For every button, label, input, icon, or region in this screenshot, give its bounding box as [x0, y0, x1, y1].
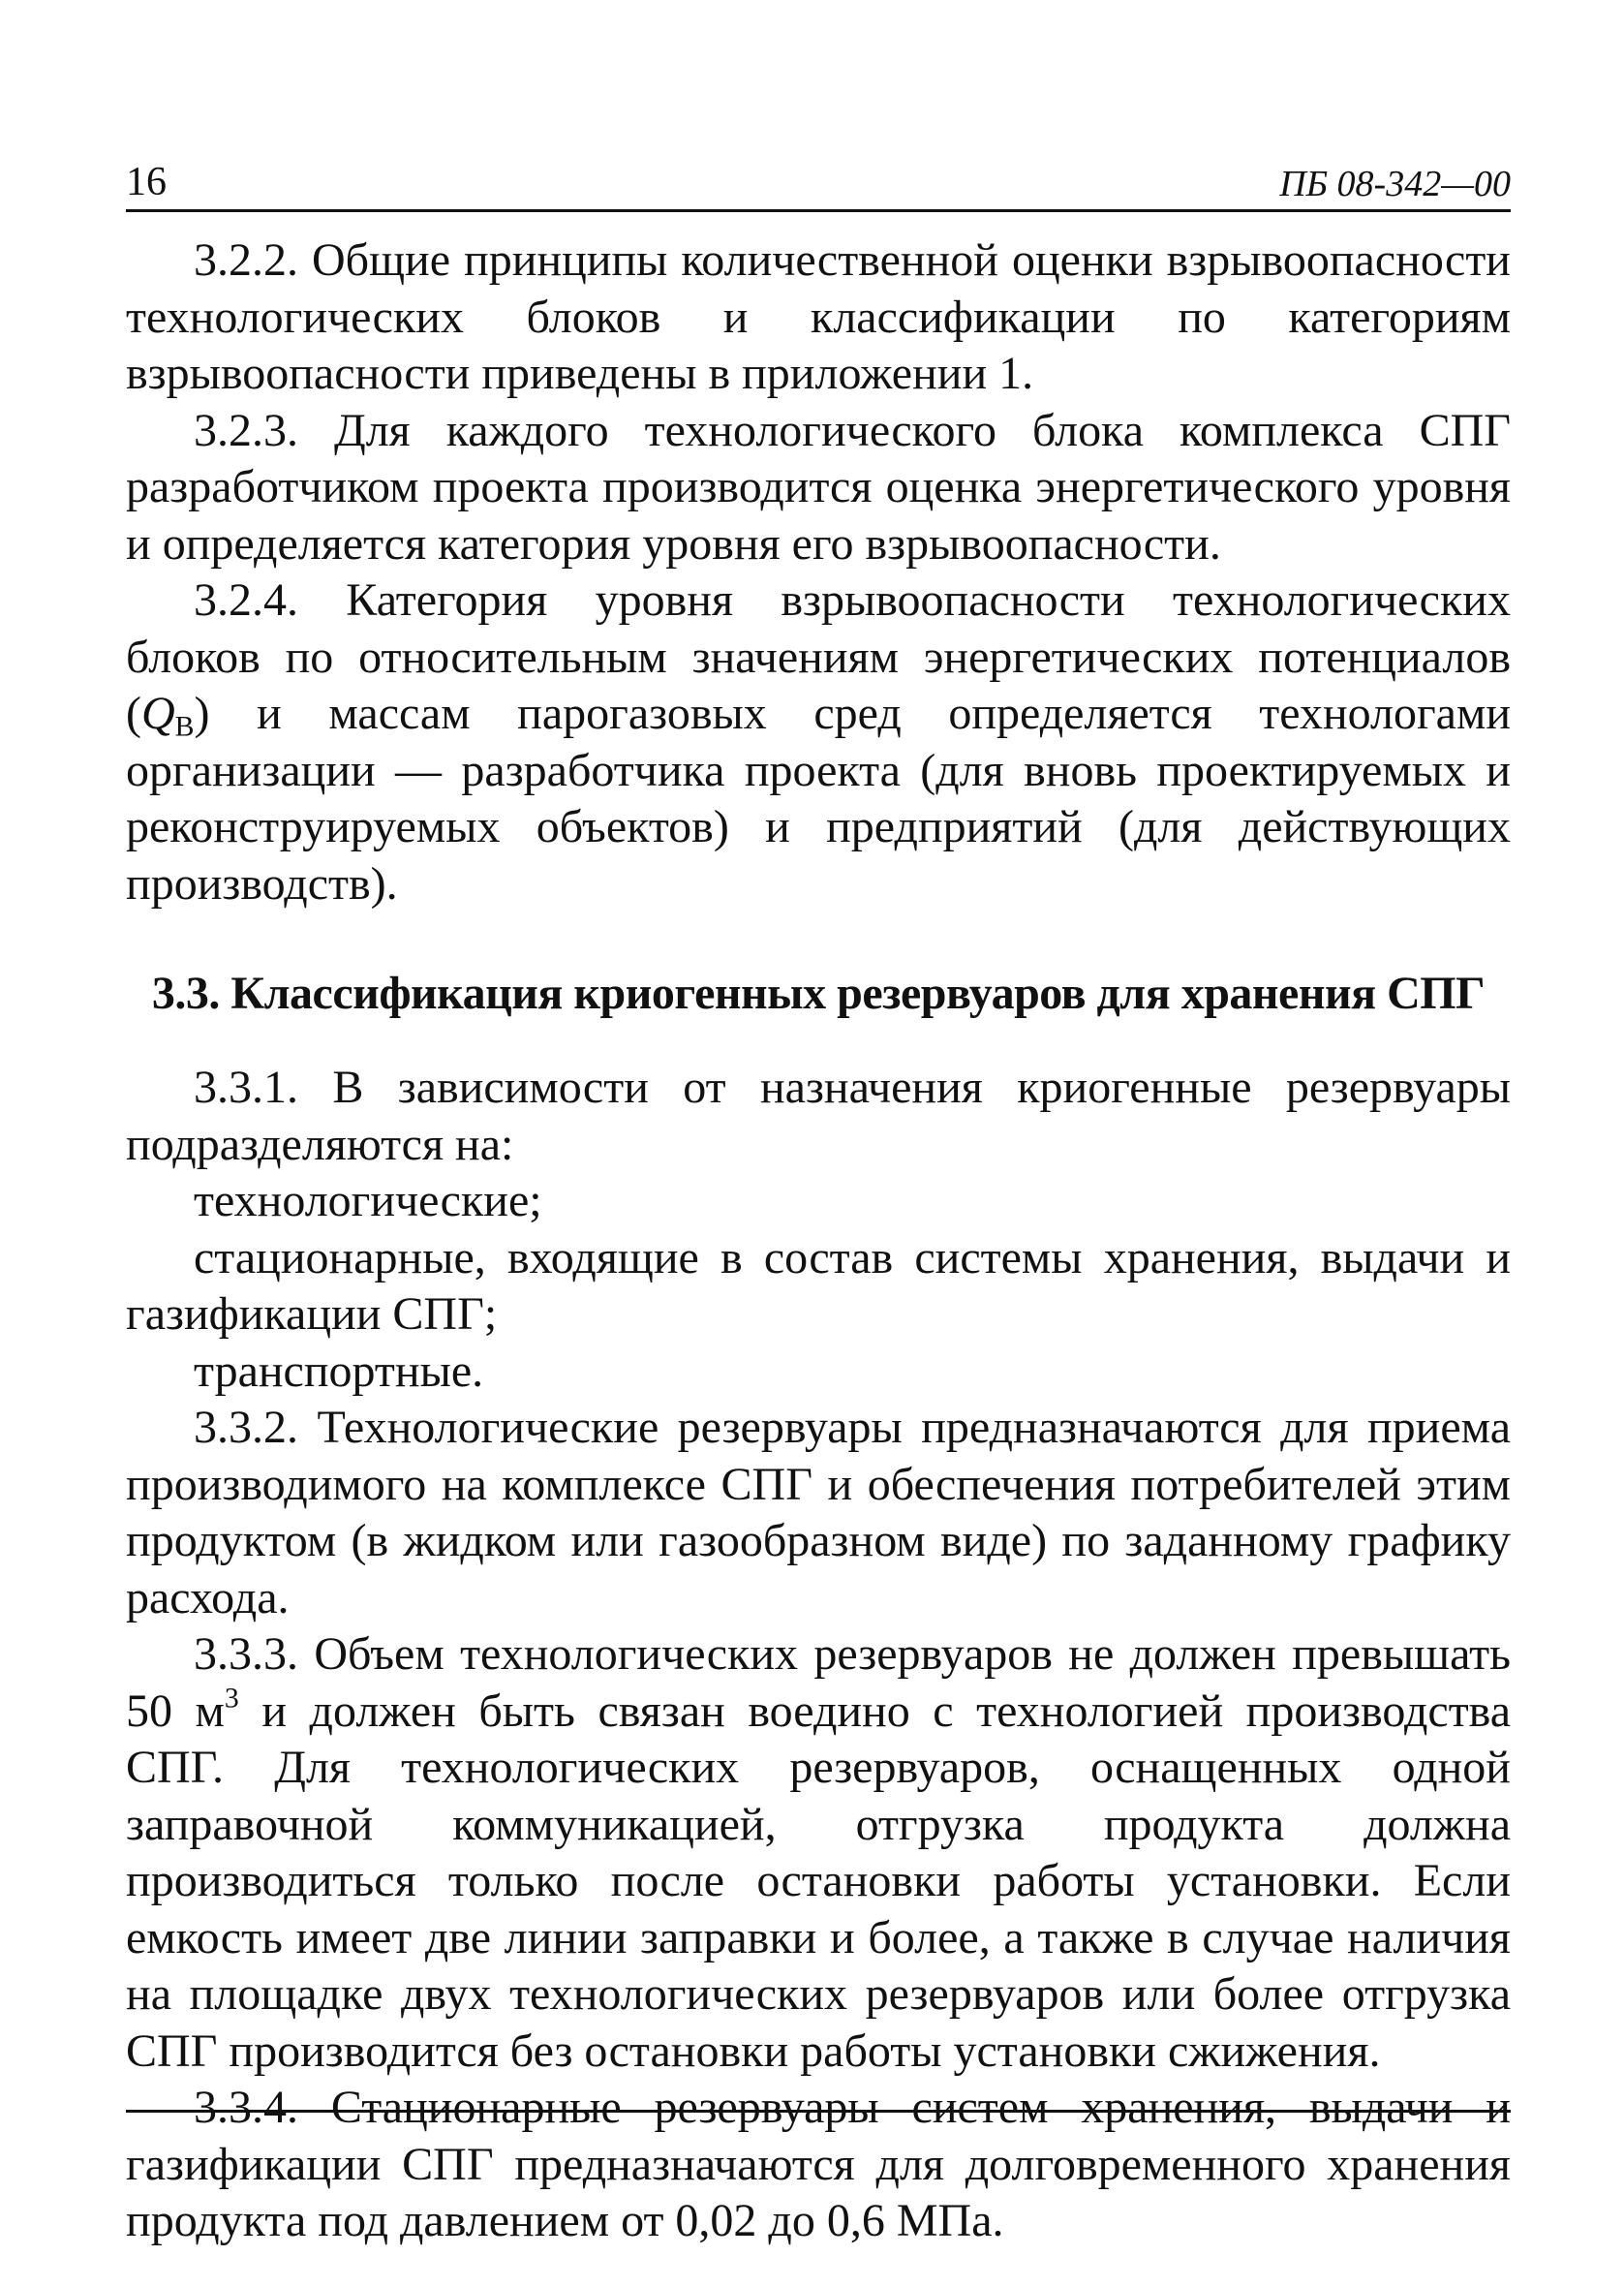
section-heading-3-3: 3.3. Классификация криогенных резервуаров для хранения СПГ	[151, 968, 1486, 1019]
paragraph-3-2-3: 3.2.3. Для каждого технологического блока комплекса СПГ разработчиком проекта производится оценка энергетического уровня и определяется категория уровня его взрывоопасности.	[126, 404, 1511, 570]
page-header	[126, 155, 1511, 212]
cubic-superscript: 3	[224, 1682, 239, 1715]
paragraph-3-3-3-text-a: 3.3.3. Объем технологических резервуаров не должен превышать 50 м	[126, 1628, 1511, 1737]
paragraph-3-3-1: 3.3.1. В зависимости от назначения криогенные резервуары подразделяются на:	[126, 1062, 1511, 1170]
page-number: 16	[126, 160, 167, 204]
list-item-stationary: стационарные, входящие в состав системы хранения, выдачи и газификации СПГ;	[126, 1231, 1511, 1340]
footer-divider	[126, 2110, 1511, 2113]
paragraph-3-3-2: 3.3.2. Технологические резервуары предназначаются для приема производимого на комплексе СПГ и обеспечения потребителей этим продуктом (в жидком или газообразном виде) по заданному графику расхода.	[126, 1402, 1511, 1623]
paragraph-3-3-3-text-b: и должен быть связан воедино с технологией производства СПГ. Для технологических резервуаров, оснащенных одной заправочной коммуникацией, отгрузка продукта должна производиться только после остановки работы установки. Если емкость имеет две линии заправки и более, а также в случае наличия на площадке двух технологических резервуаров или более отгрузка СПГ производится без остановки работы установки сжижения.	[126, 1684, 1512, 2077]
paragraph-3-2-4-text-a: 3.2.4. Категория уровня взрывоопасности технологических блоков по относительным значениям энергетических потенциалов (	[126, 574, 1511, 739]
paragraph-3-2-4-text-b: ) и массам парогазовых сред определяется технологами организации — разработчика проекта (для вновь проектируемых и реконструируемых объектов) и предприятий (для действующих производств).	[126, 688, 1511, 910]
paragraph-3-2-4	[126, 572, 1511, 912]
energy-potential-subscript: В	[174, 710, 195, 743]
energy-potential-symbol: Q	[140, 688, 175, 739]
document-code: ПБ 08-342—00	[1279, 164, 1511, 204]
paragraph-3-3-4: 3.3.4. Стационарные резервуары систем хранения, выдачи и газификации СПГ предназначаются для долговременного хранения продукта под давлением от 0,02 до 0,6 МПа.	[126, 2082, 1511, 2246]
list-item-technological: технологические;	[194, 1175, 542, 1226]
list-item-transport: транспортные.	[194, 1344, 484, 1397]
paragraph-3-3-3	[126, 1626, 1511, 2080]
page-content	[126, 232, 1511, 2250]
paragraph-3-2-2: 3.2.2. Общие принципы количественной оценки взрывоопасности технологических блоков и классификации по категориям взрывоопасности приведены в приложении 1.	[126, 234, 1511, 399]
